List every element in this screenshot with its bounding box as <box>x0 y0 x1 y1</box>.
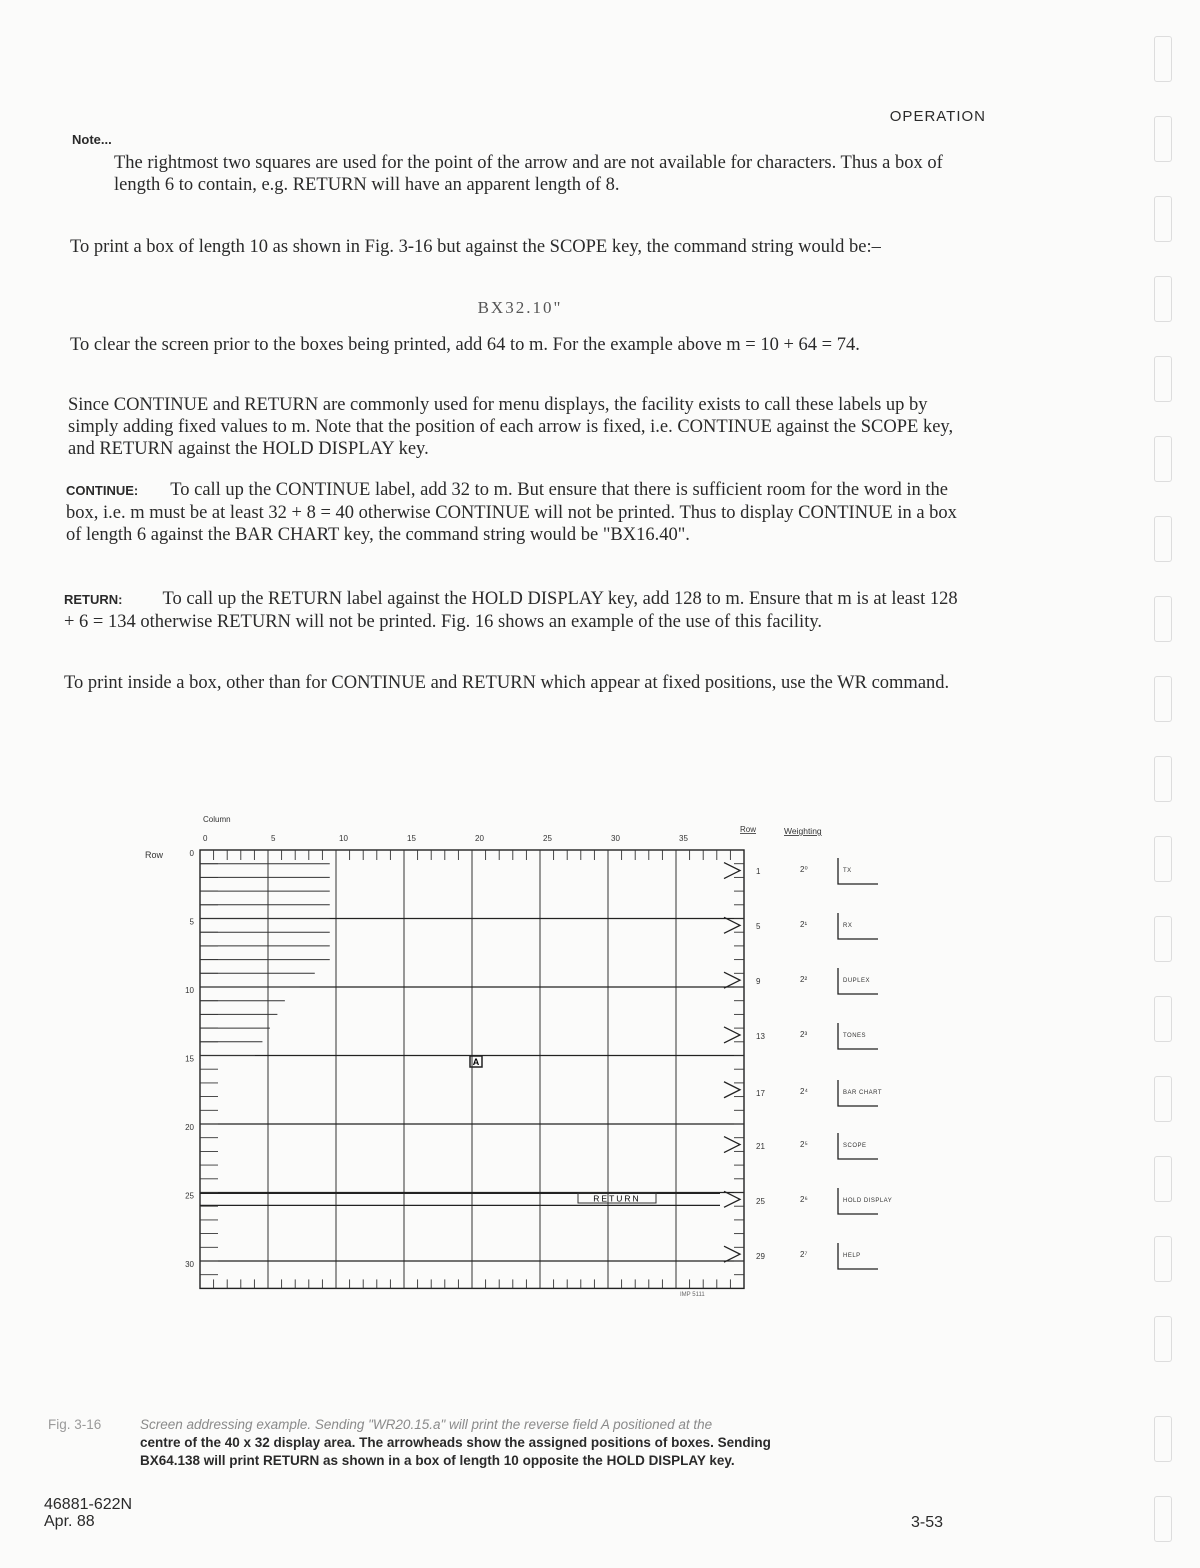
arrowhead <box>724 917 740 933</box>
paragraph-fixed-labels: Since CONTINUE and RETURN are commonly used for menu displays, the facility exists to call these labels up by simply adding fixed values to m. Note that the position of each arrow is fixed, i.e. CONTINUE against the SCOPE key, and RETURN against the HOLD DISPLAY key. <box>68 395 954 459</box>
center-char: A <box>472 1057 480 1067</box>
scan-edge-mark <box>1154 1156 1172 1202</box>
caption-line-1: Screen addressing example. Sending "WR20.15.a" will print the reverse field A positioned at the <box>140 1417 713 1432</box>
assigned-row-number: 9 <box>756 977 761 986</box>
paragraph-wr-command: To print inside a box, other than for CONTINUE and RETURN which appear at fixed positions, use the WR command. <box>64 673 950 693</box>
column-tick-label: 15 <box>407 834 416 843</box>
scan-edge-mark <box>1154 36 1172 82</box>
doc-number: 46881-622N <box>44 1496 133 1513</box>
row-tick-label: 25 <box>185 1191 194 1201</box>
screen-grid <box>200 850 744 1288</box>
caption-fig-number: Fig. 3-16 <box>48 1417 102 1432</box>
scan-edge-mark <box>1154 356 1172 402</box>
scan-edge-mark <box>1154 1416 1172 1462</box>
assigned-row-number: 17 <box>756 1089 765 1098</box>
scan-edge-mark <box>1154 516 1172 562</box>
column-tick-label: 0 <box>203 834 208 843</box>
figure-code: IMP 5111 <box>680 1292 705 1298</box>
row-weight: 2¹ <box>800 920 808 929</box>
arrowhead <box>724 863 740 879</box>
row-ticks <box>185 849 194 1269</box>
scan-edge-mark <box>1154 596 1172 642</box>
row-weight: 2⁰ <box>800 865 808 874</box>
center-char-marker <box>470 1056 482 1067</box>
assigned-row-number: 1 <box>756 867 761 876</box>
return-box-label: RETURN <box>593 1193 641 1204</box>
arrowhead <box>724 972 740 988</box>
scan-edge-mark <box>1154 116 1172 162</box>
row-weight: 2³ <box>800 1030 808 1039</box>
column-tick-label: 35 <box>679 834 688 843</box>
arrowhead <box>724 1027 740 1043</box>
key-label: HOLD DISPLAY <box>843 1198 893 1204</box>
column-tick-label: 25 <box>543 834 552 843</box>
caption-line-2: centre of the 40 x 32 display area. The arrowheads show the assigned positions of boxes. Sending <box>140 1435 771 1450</box>
column-label: Column <box>203 815 231 824</box>
page-number: 3-53 <box>911 1514 944 1531</box>
weighting-header: Weighting <box>784 826 822 836</box>
note-text: The rightmost two squares are used for the point of the arrow and are not available for characters. Thus a box of length 6 to contain, e.g. RETURN will have an apparent length of 8. <box>114 153 943 195</box>
key-label: BAR CHART <box>843 1090 883 1096</box>
caption-line-3: BX64.138 will print RETURN as shown in a box of length 10 opposite the HOLD DISPLAY key. <box>140 1453 735 1468</box>
key-label: TX <box>843 868 852 874</box>
arrowhead <box>724 1191 740 1207</box>
row-weight: 2² <box>800 975 808 984</box>
return-box <box>578 1193 656 1204</box>
key-label: SCOPE <box>843 1143 867 1149</box>
column-tick-label: 30 <box>611 834 620 843</box>
row-weight: 2⁷ <box>800 1250 808 1259</box>
arrowhead <box>724 1137 740 1153</box>
paragraph-scope-command: To print a box of length 10 as shown in Fig. 3-16 but against the SCOPE key, the command string would be:– <box>70 237 881 257</box>
assigned-row-number: 25 <box>756 1197 765 1206</box>
row-weight: 2⁶ <box>800 1195 808 1204</box>
key-label: TONES <box>843 1033 867 1039</box>
row-weight: 2⁵ <box>800 1140 808 1149</box>
return-label: RETURN: <box>64 592 123 607</box>
scan-edge-mark <box>1154 436 1172 482</box>
assigned-row-number: 21 <box>756 1142 765 1151</box>
assigned-row-number: 5 <box>756 922 761 931</box>
column-tick-label: 20 <box>475 834 484 843</box>
row-tick-label: 5 <box>189 917 194 927</box>
scan-edge-mark <box>1154 1076 1172 1122</box>
key-label: HELP <box>843 1253 861 1259</box>
scan-edge-mark <box>1154 836 1172 882</box>
assigned-row-number: 13 <box>756 1032 765 1041</box>
figure-caption <box>48 1416 968 1470</box>
key-assignments <box>756 858 892 1269</box>
continue-text: To call up the CONTINUE label, add 32 to m. But ensure that there is sufficient room for the word in the box, i.e. m must be at least 32 + 8 = 40 otherwise CONTINUE will not be printed. Thus to display CONTINUE in a box of length 6 against the BAR CHART key, the command string would be "BX16.40". <box>66 480 957 545</box>
command-string: BX32.10" <box>477 298 563 317</box>
scan-edge-mark <box>1154 916 1172 962</box>
scan-edge-mark <box>1154 996 1172 1042</box>
key-label: RX <box>843 923 853 929</box>
arrowhead <box>724 1082 740 1098</box>
scan-edge-mark <box>1154 276 1172 322</box>
column-tick-label: 10 <box>339 834 348 843</box>
doc-date: Apr. 88 <box>44 1513 95 1530</box>
note-label: Note... <box>72 132 112 147</box>
row-weight: 2⁴ <box>800 1087 808 1096</box>
row-tick-label: 10 <box>185 986 194 995</box>
scan-edge-mark <box>1154 1496 1172 1542</box>
paragraph-clear-screen: To clear the screen prior to the boxes being printed, add 64 to m. For the example above m = 10 + 64 = 74. <box>70 335 860 355</box>
right-row-header: Row <box>740 825 757 834</box>
assigned-row-number: 29 <box>756 1252 765 1261</box>
row-tick-label: 20 <box>185 1123 194 1132</box>
continue-label: CONTINUE: <box>66 483 139 498</box>
scan-edge-mark <box>1154 1316 1172 1362</box>
row-tick-label: 0 <box>189 849 194 858</box>
column-ticks <box>203 834 688 843</box>
row-tick-label: 15 <box>185 1054 194 1064</box>
row-tick-label: 30 <box>185 1260 194 1269</box>
return-text: To call up the RETURN label against the HOLD DISPLAY key, add 128 to m. Ensure that m is at least 128 + 6 = 134 otherwise RETURN will not be printed. Fig. 16 shows an example of the use of this facility. <box>64 589 958 632</box>
scan-edge-mark <box>1154 196 1172 242</box>
scan-edge-mark <box>1154 1236 1172 1282</box>
section-header: OPERATION <box>889 108 986 125</box>
footer-left <box>44 1496 132 1530</box>
column-tick-label: 5 <box>271 834 276 843</box>
scan-edge-mark <box>1154 756 1172 802</box>
arrowhead <box>724 1246 740 1262</box>
row-label: Row <box>145 850 164 860</box>
key-label: DUPLEX <box>843 978 871 984</box>
scan-edge-mark <box>1154 676 1172 722</box>
